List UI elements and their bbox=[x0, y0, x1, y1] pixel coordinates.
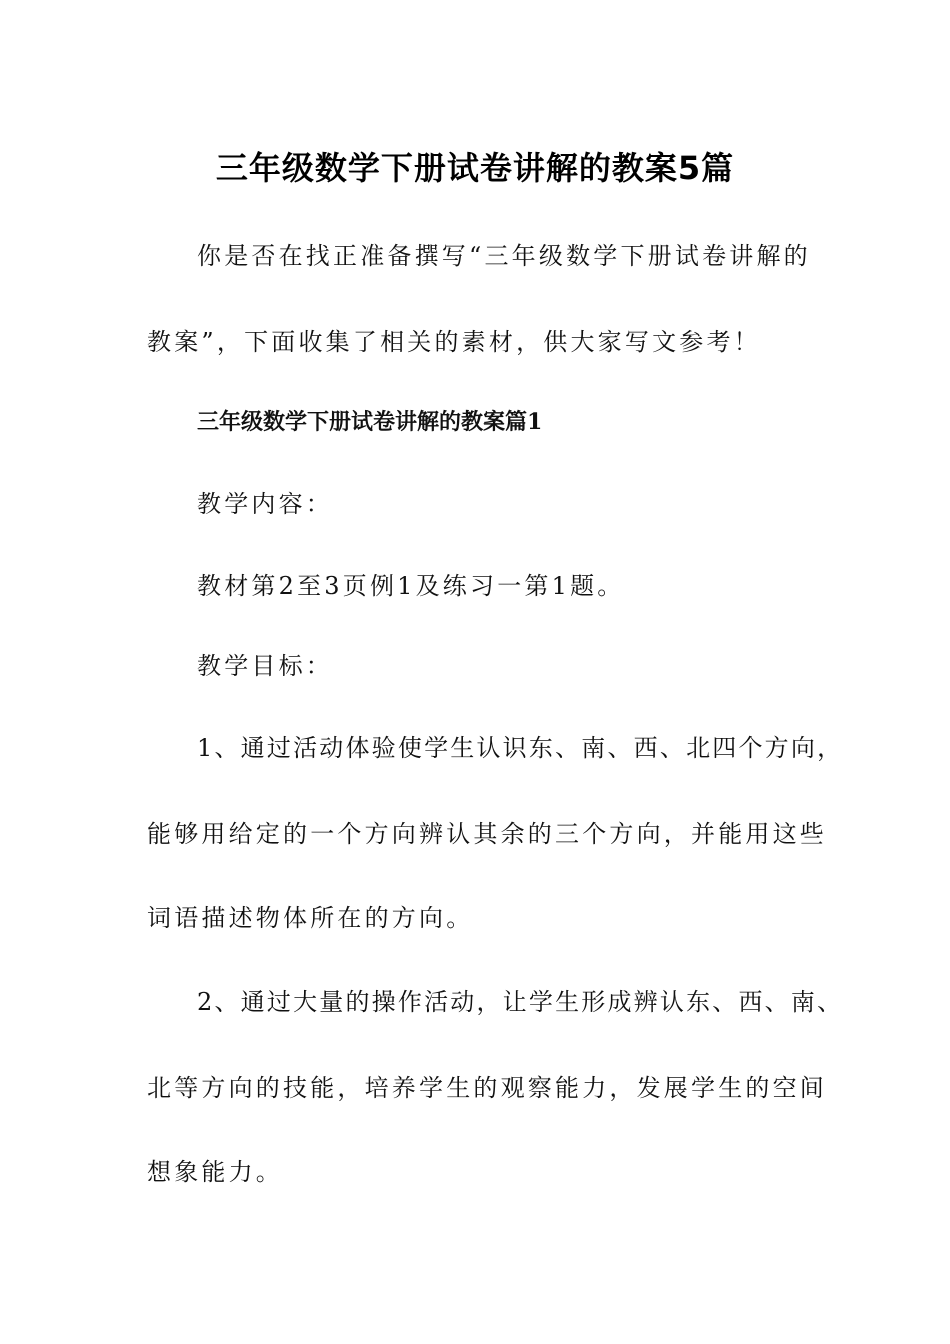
goal-1-line-2: 能够用给定的一个方向辨认其余的三个方向，并能用这些 bbox=[147, 820, 827, 848]
goal-1-line-1: 1、通过活动体验使学生认识东、南、西、北四个方向， bbox=[197, 734, 844, 762]
goal-1-line-3: 词语描述物体所在的方向。 bbox=[147, 904, 474, 932]
teaching-goals-label: 教学目标： bbox=[197, 652, 333, 680]
teaching-content-label: 教学内容： bbox=[197, 490, 333, 518]
goal-2-line-1: 2、通过大量的操作活动，让学生形成辨认东、西、南、 bbox=[197, 988, 844, 1016]
intro-line-2: 教案”，下面收集了相关的素材，供大家写文参考！ bbox=[147, 328, 761, 356]
document-title: 三年级数学下册试卷讲解的教案5篇 bbox=[215, 149, 735, 187]
goal-2-line-3: 想象能力。 bbox=[147, 1158, 283, 1186]
section-heading: 三年级数学下册试卷讲解的教案篇1 bbox=[197, 409, 543, 435]
goal-2-line-2: 北等方向的技能，培养学生的观察能力，发展学生的空间 bbox=[147, 1074, 827, 1102]
intro-line-1: 你是否在找正准备撰写“三年级数学下册试卷讲解的 bbox=[197, 242, 811, 270]
teaching-content-text: 教材第2至3页例1及练习一第1题。 bbox=[197, 572, 625, 600]
